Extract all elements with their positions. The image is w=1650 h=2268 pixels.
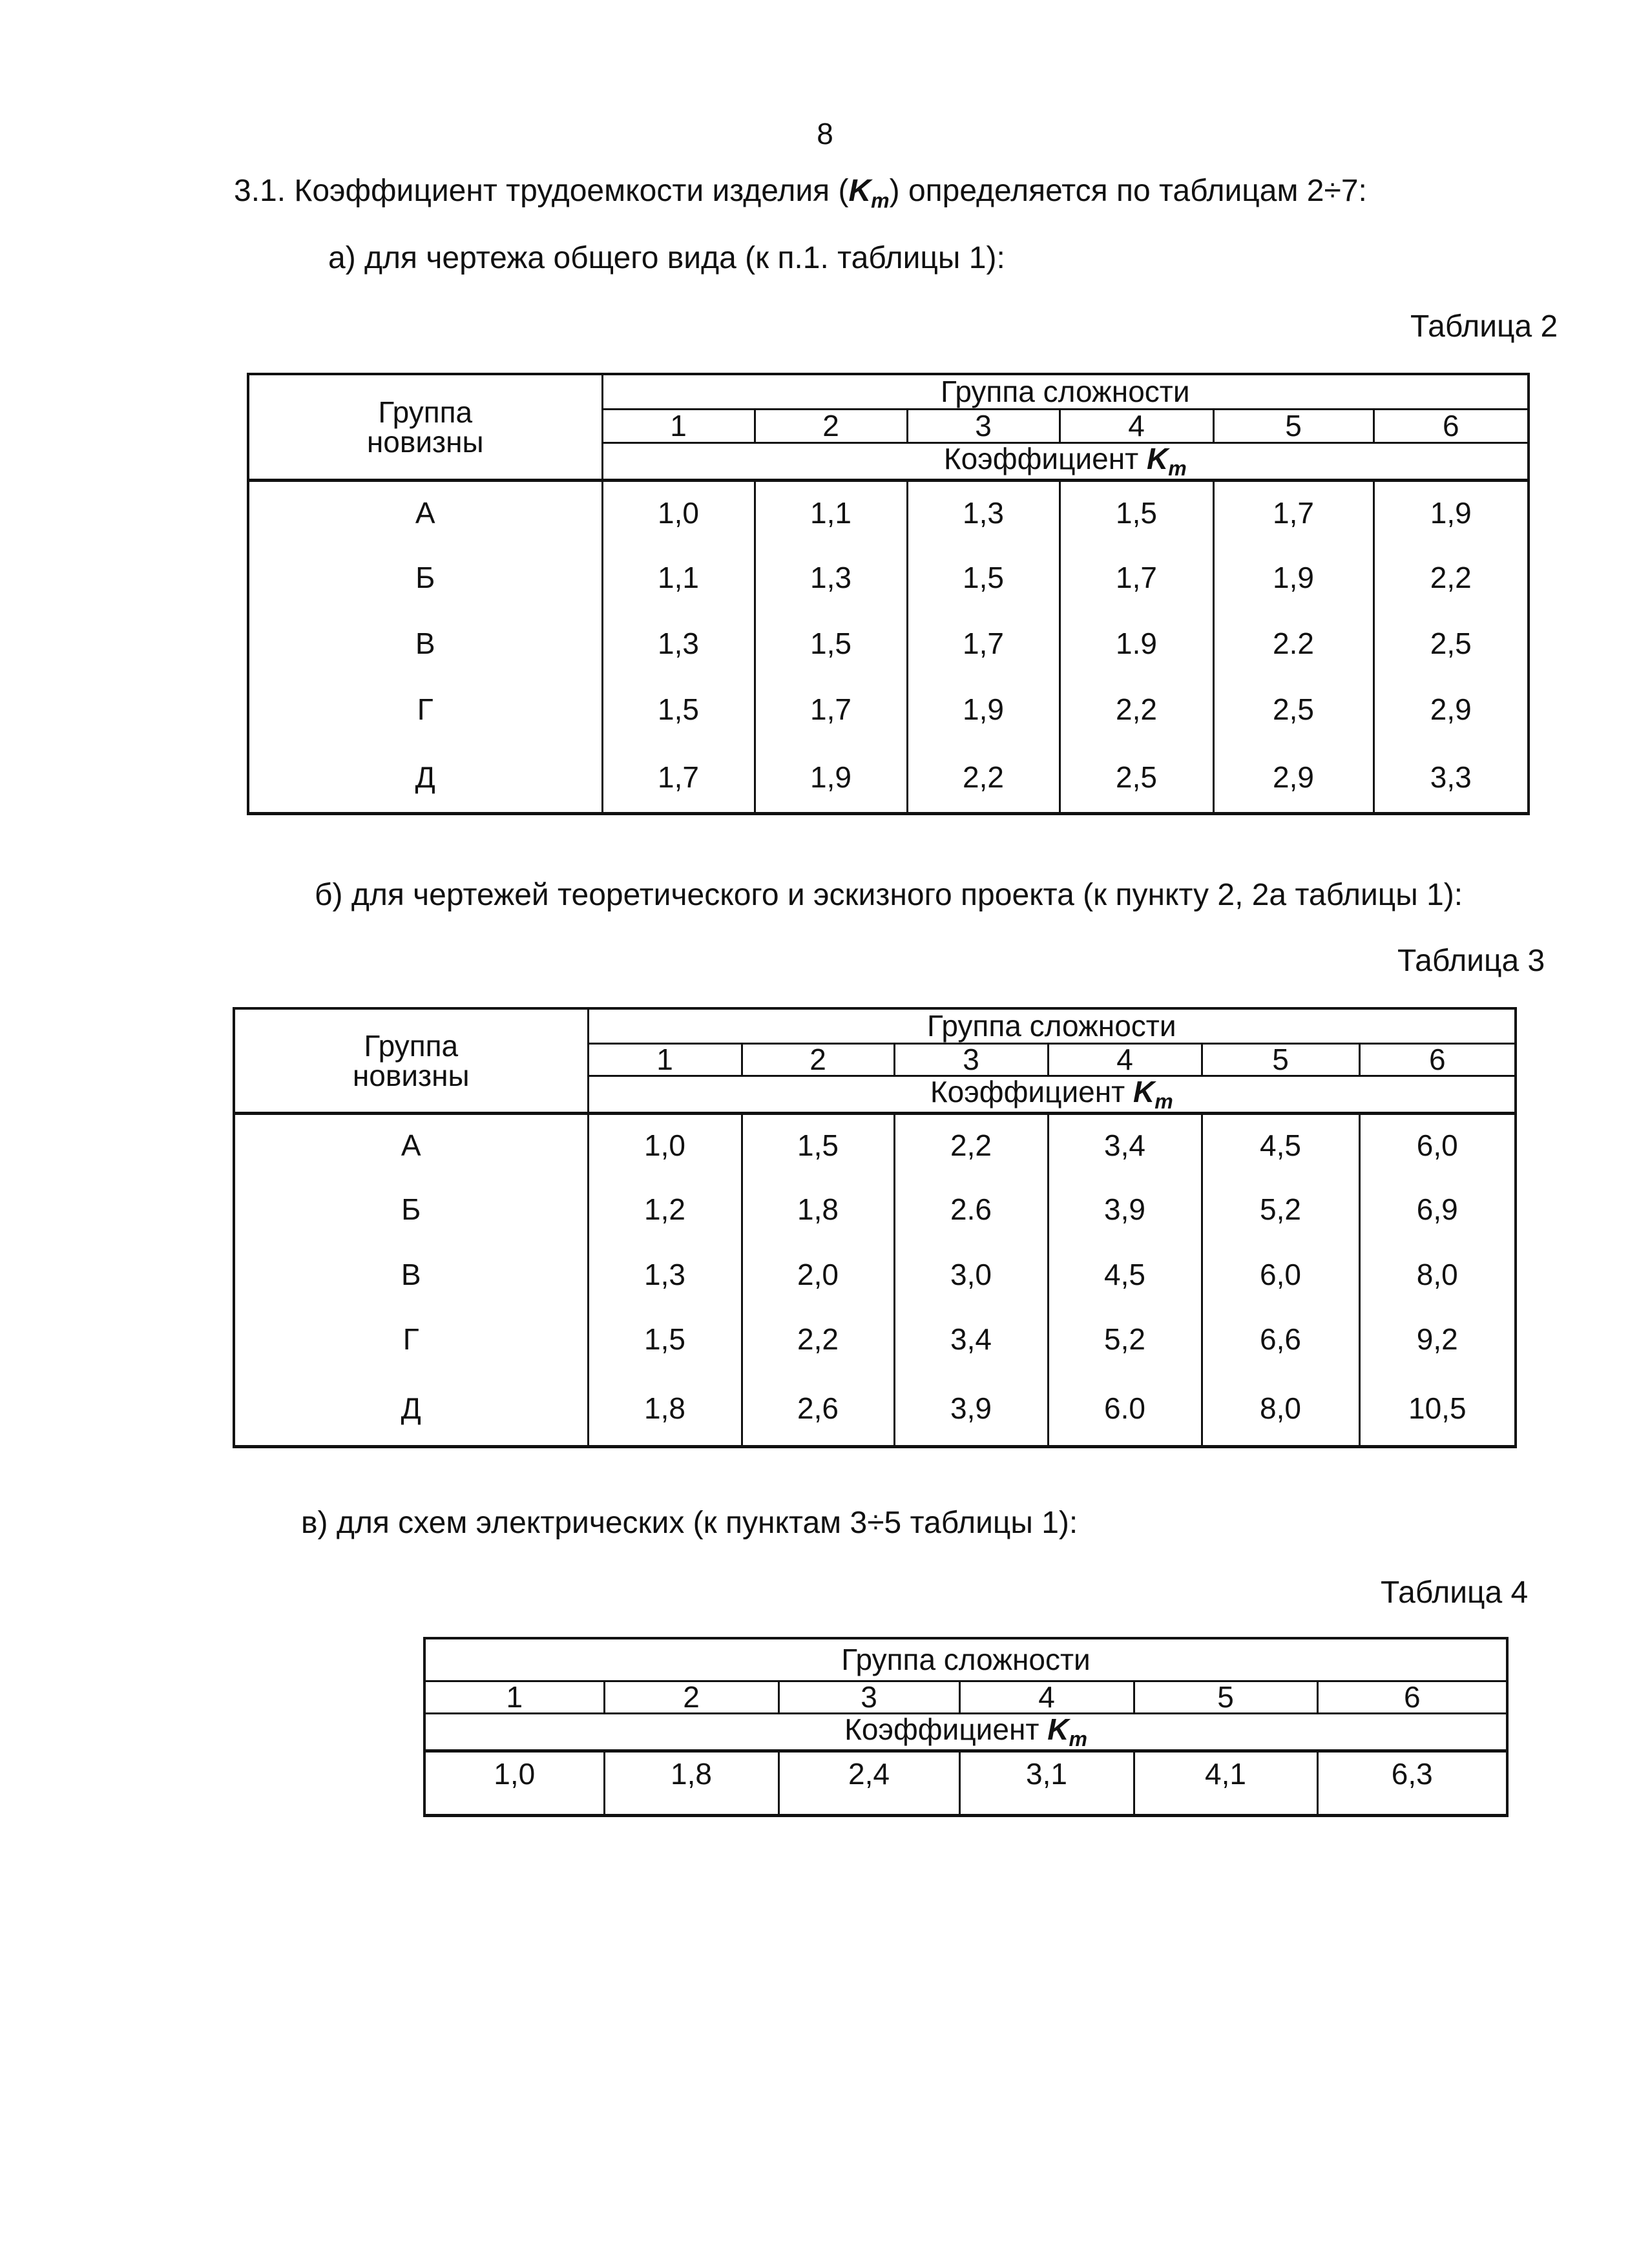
coefficient-header: Коэффициент $K_т$ bbox=[588, 1076, 1516, 1113]
table-cell: 6,0 bbox=[1359, 1113, 1516, 1176]
column-header: 5 bbox=[1202, 1043, 1359, 1076]
table-cell: 4,1 bbox=[1134, 1751, 1317, 1815]
table-cell: 3,0 bbox=[894, 1242, 1048, 1307]
table-cell: 1,0 bbox=[602, 480, 755, 545]
table-cell: 1,2 bbox=[588, 1176, 742, 1242]
table-row bbox=[248, 742, 1529, 813]
table-cell: 2,2 bbox=[742, 1307, 894, 1371]
column-header: 5 bbox=[1213, 409, 1373, 442]
table-row bbox=[424, 1751, 1507, 1815]
table-cell: 2,6 bbox=[742, 1371, 894, 1446]
table-cell: 10,5 bbox=[1359, 1371, 1516, 1446]
table-cell: 3,4 bbox=[1048, 1113, 1202, 1176]
column-header: 3 bbox=[894, 1043, 1048, 1076]
table-cell: 6,3 bbox=[1317, 1751, 1507, 1815]
table-cell: 1,8 bbox=[588, 1371, 742, 1446]
column-header: 2 bbox=[742, 1043, 894, 1076]
table-cell: 2,5 bbox=[1373, 610, 1529, 676]
table-cell: 5,2 bbox=[1202, 1176, 1359, 1242]
table-cell: 3,1 bbox=[959, 1751, 1134, 1815]
row-label: Д bbox=[234, 1371, 588, 1446]
table-cell: 1,3 bbox=[907, 480, 1060, 545]
column-header: 2 bbox=[604, 1681, 778, 1713]
column-header: 5 bbox=[1134, 1681, 1317, 1713]
table-cell: 2,0 bbox=[742, 1242, 894, 1307]
table-cell: 3,3 bbox=[1373, 742, 1529, 813]
table2-caption: Таблица 2 bbox=[1410, 309, 1558, 344]
table-cell: 1,5 bbox=[755, 610, 907, 676]
novelty-group-header: Группа новизны bbox=[234, 1008, 588, 1113]
table-row bbox=[234, 1307, 1516, 1371]
table-cell: 5,2 bbox=[1048, 1307, 1202, 1371]
column-header: 4 bbox=[1060, 409, 1213, 442]
page-number: 8 bbox=[817, 117, 833, 151]
table-cell: 2.6 bbox=[894, 1176, 1048, 1242]
table-cell: 1,5 bbox=[602, 676, 755, 742]
intro-symbol-sub: т bbox=[871, 189, 890, 213]
table-row bbox=[248, 676, 1529, 742]
section-b-text: б) для чертежей теоретического и эскизного проекта (к пункту 2, 2а таблицы 1): bbox=[315, 878, 1463, 912]
column-header: 2 bbox=[755, 409, 907, 442]
table-cell: 4,5 bbox=[1048, 1242, 1202, 1307]
table-cell: 1,5 bbox=[907, 545, 1060, 610]
complexity-group-header: Группа сложности bbox=[602, 374, 1529, 409]
table-row bbox=[248, 545, 1529, 610]
table-cell: 1,5 bbox=[1060, 480, 1213, 545]
table-4 bbox=[423, 1637, 1509, 1817]
column-header: 1 bbox=[602, 409, 755, 442]
table-row bbox=[234, 1371, 1516, 1446]
table-row bbox=[234, 1242, 1516, 1307]
table-cell: 8,0 bbox=[1202, 1371, 1359, 1446]
intro-symbol: K bbox=[848, 174, 872, 208]
table-2 bbox=[247, 373, 1530, 815]
row-label: В bbox=[234, 1242, 588, 1307]
table-3 bbox=[233, 1007, 1517, 1448]
complexity-group-header: Группа сложности bbox=[588, 1008, 1516, 1043]
column-header: 3 bbox=[778, 1681, 959, 1713]
table-cell: 1,9 bbox=[907, 676, 1060, 742]
intro-prefix: 3.1. Коэффициент трудоемкости изделия ( bbox=[234, 174, 849, 208]
coefficient-header: Коэффициент $K_т$ bbox=[602, 442, 1529, 480]
table-cell: 1,0 bbox=[588, 1113, 742, 1176]
table-cell: 2,5 bbox=[1060, 742, 1213, 813]
table-cell: 1,7 bbox=[1213, 480, 1373, 545]
table-cell: 3,9 bbox=[894, 1371, 1048, 1446]
table-cell: 3,9 bbox=[1048, 1176, 1202, 1242]
table-cell: 4,5 bbox=[1202, 1113, 1359, 1176]
table-cell: 1,7 bbox=[755, 676, 907, 742]
column-header: 1 bbox=[588, 1043, 742, 1076]
table-cell: 8,0 bbox=[1359, 1242, 1516, 1307]
table-cell: 1,1 bbox=[602, 545, 755, 610]
table-cell: 2,9 bbox=[1213, 742, 1373, 813]
row-label: В bbox=[248, 610, 602, 676]
intro-paragraph bbox=[234, 173, 1367, 213]
coefficient-header: Коэффициент $K_т$ bbox=[424, 1713, 1507, 1751]
table-cell: 1,8 bbox=[742, 1176, 894, 1242]
table-cell: 2,9 bbox=[1373, 676, 1529, 742]
table-cell: 1,9 bbox=[755, 742, 907, 813]
table-cell: 2,4 bbox=[778, 1751, 959, 1815]
table-cell: 1.9 bbox=[1060, 610, 1213, 676]
column-header: 6 bbox=[1373, 409, 1529, 442]
table-row bbox=[248, 610, 1529, 676]
row-label: Г bbox=[248, 676, 602, 742]
table-cell: 1,9 bbox=[1213, 545, 1373, 610]
section-c-text: в) для схем электрических (к пунктам 3÷5 таблицы 1): bbox=[301, 1506, 1078, 1540]
table3-caption: Таблица 3 bbox=[1397, 944, 1545, 978]
table-cell: 1,3 bbox=[588, 1242, 742, 1307]
table-cell: 6,0 bbox=[1202, 1242, 1359, 1307]
table-cell: 1,5 bbox=[742, 1113, 894, 1176]
table-cell: 2,2 bbox=[907, 742, 1060, 813]
table-cell: 6.0 bbox=[1048, 1371, 1202, 1446]
novelty-group-header: Группа новизны bbox=[248, 374, 602, 480]
row-label: Б bbox=[234, 1176, 588, 1242]
row-label: А bbox=[234, 1113, 588, 1176]
table-cell: 6,9 bbox=[1359, 1176, 1516, 1242]
table-cell: 2.2 bbox=[1213, 610, 1373, 676]
complexity-group-header: Группа сложности bbox=[424, 1638, 1507, 1681]
table-cell: 1,9 bbox=[1373, 480, 1529, 545]
column-header: 4 bbox=[1048, 1043, 1202, 1076]
table-row bbox=[234, 1176, 1516, 1242]
table-cell: 1,5 bbox=[588, 1307, 742, 1371]
row-label: Г bbox=[234, 1307, 588, 1371]
table-cell: 6,6 bbox=[1202, 1307, 1359, 1371]
intro-suffix: ) определяется по таблицам 2÷7: bbox=[889, 174, 1367, 208]
row-label: А bbox=[248, 480, 602, 545]
table-cell: 1,7 bbox=[1060, 545, 1213, 610]
table-cell: 1,0 bbox=[424, 1751, 604, 1815]
table-cell: 9,2 bbox=[1359, 1307, 1516, 1371]
table-row bbox=[234, 1113, 1516, 1176]
table-cell: 2,2 bbox=[1060, 676, 1213, 742]
row-label: Б bbox=[248, 545, 602, 610]
section-a-text: а) для чертежа общего вида (к п.1. таблицы 1): bbox=[328, 241, 1005, 275]
column-header: 1 bbox=[424, 1681, 604, 1713]
table4-caption: Таблица 4 bbox=[1381, 1576, 1529, 1610]
column-header: 4 bbox=[959, 1681, 1134, 1713]
table-cell: 2,2 bbox=[894, 1113, 1048, 1176]
column-header: 6 bbox=[1317, 1681, 1507, 1713]
column-header: 6 bbox=[1359, 1043, 1516, 1076]
row-label: Д bbox=[248, 742, 602, 813]
column-header: 3 bbox=[907, 409, 1060, 442]
table-cell: 1,1 bbox=[755, 480, 907, 545]
table-cell: 1,3 bbox=[755, 545, 907, 610]
table-cell: 1,3 bbox=[602, 610, 755, 676]
table-cell: 1,8 bbox=[604, 1751, 778, 1815]
table-row bbox=[248, 480, 1529, 545]
table-cell: 2,2 bbox=[1373, 545, 1529, 610]
table-cell: 1,7 bbox=[907, 610, 1060, 676]
table-cell: 2,5 bbox=[1213, 676, 1373, 742]
table-cell: 1,7 bbox=[602, 742, 755, 813]
table-cell: 3,4 bbox=[894, 1307, 1048, 1371]
